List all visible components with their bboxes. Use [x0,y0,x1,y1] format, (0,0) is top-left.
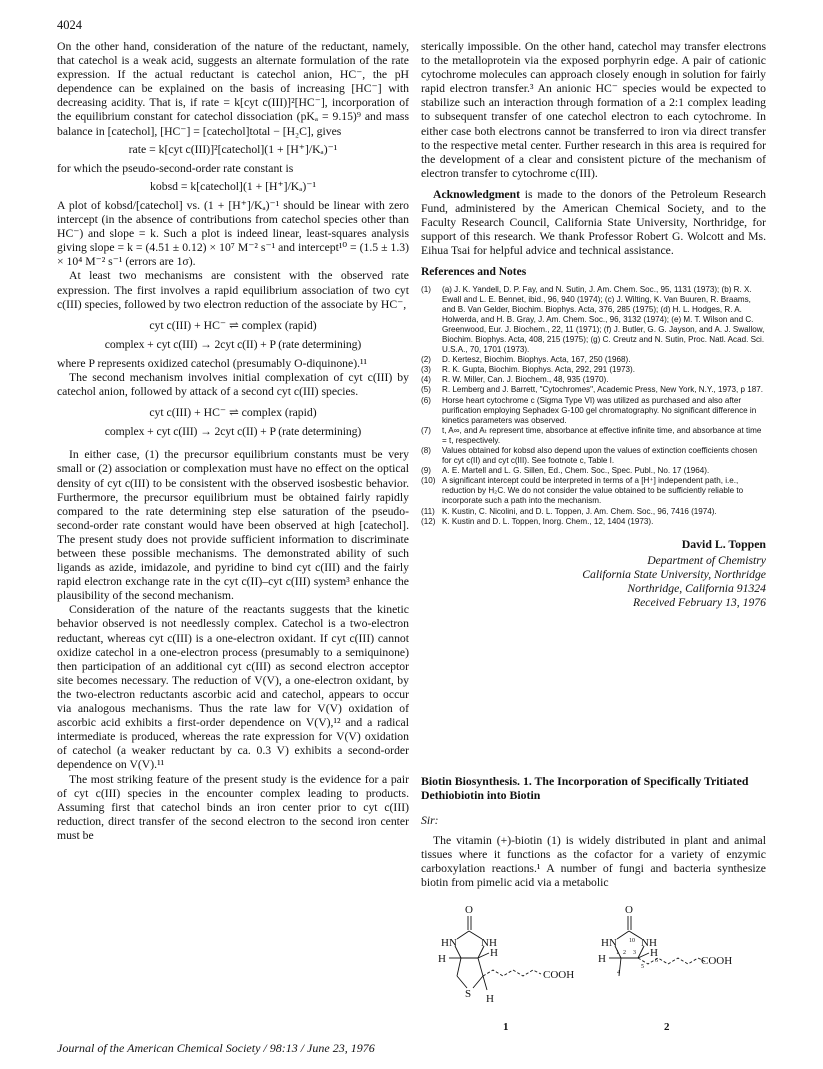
struct2-number-4: 4 [617,970,620,976]
paragraph: The vitamin (+)-biotin (1) is widely distributed in plant and animal tissues where it functions as the cofactor for a variety of enzymic carboxylation reactions.¹ A number of fungi and bacteria synthesize biotin from pimelic acid via a metabolic [421,834,766,890]
reference-item: (3) R. K. Gupta, Biochim. Biophys. Acta, 292, 291 (1973). [421,365,636,375]
journal-footer: Journal of the American Chemical Society / 98:13 / June 23, 1976 [57,1041,375,1055]
equation: kobsd = k[catechol](1 + [H⁺]/Kₐ)⁻¹ [150,179,316,193]
affiliation-university: California State University, Northridge [582,567,766,581]
struct1-h-right: H [490,947,498,959]
affiliation-address: Northridge, California 91324 [627,582,766,596]
reference-item: (1) (a) J. K. Yandell, D. P. Fay, and N. Sutin, J. Am. Chem. Soc., 95, 1131 (1973); (b) R. X. Ewall and L. E. Bennet, ibid., 96, 940 (1974); (c) J. Wilting, K. Van Buuren, R. Braams, and B. Van Gelder, Biochim. Biophys. Acta, 376, 285 (1975); (d) H. L. Hodges, R. A. Holwerda, and H. B. Gray, J. Am. Chem. Soc., 96, 3132 (1974); (e) M. T. Wilson and C. Greenwood, Eur. J. Biochem., 22, 11 (1971); (f) J. Butler, G. G. Jayson, and A. J. Swallow, Biochim. Biophys. Acta, 408, 215 (1975); (g) C. Creutz and N. Sutin, Proc. Natl. Acad. Sci. U.S.A., 70, 1701 (1973). [421,284,765,355]
acknowledgment [421,188,766,258]
reference-item: (5) R. Lemberg and J. Barrett, "Cytochromes", Academic Press, New York, N.Y., 1973, p 187. [421,385,763,395]
structure-dethiobiotin [609,916,706,976]
reference-item: (10) A significant intercept could be interpreted in terms of a [H⁺] independent path, i.e., reduction by H₂C. We do not consider the value obtained to be sufficiently reliable to incorporate such a path into the mechanism. [421,476,744,506]
struct1-sulfur: S [465,988,472,1000]
struct2-h-right: H [650,947,658,959]
paragraph: for which the pseudo-second-order rate constant is [57,161,294,175]
acknowledgment-text: is made to the donors of the Petroleum Research Fund, administered by the American Chemical Society, and to the Faculty Research Council, California State University, Northridge, for support of this research. We thank Professor Robert G. Wolcott and Ms. Eihua Tsai for helpful advice and technical assistance. [421,187,766,258]
reference-item: (4) R. W. Miller, Can. J. Biochem., 48, 935 (1970). [421,375,609,385]
struct2-hn: HN [601,937,617,949]
author-name: David L. Toppen [681,536,766,551]
reference-item: (9) A. E. Martell and L. G. Sillen, Ed., Chem. Soc., Spec. Publ., No. 17 (1964). [421,466,710,476]
paragraph: Consideration of the nature of the reactants suggests that the kinetic behavior observed is not needlessly complex. Catechol is a two-electron reductant, whereas cyt c(III) is a one-electron oxidant. If cyt c(III) cannot oxidize catechol in a one-electron process (presumably to a semiquinone) then participation of an additional cyt c(III) as second electron acceptor site becomes necessary. The reduction of V(V), a one-electron oxidant, by the two-electron reductants ascorbic acid and catechol, appears to occur via analogous mechanisms. Thus the rate law for V(V) oxidation of ascorbic acid exhibits a first-order dependence on V(V),¹² and a radical intermediate is produced, whereas the rate expression for V(V) oxidation of catechol (a weaker reductant by ca. 0.3 V) exhibits a second-order dependence on V(V).¹¹ [57,603,409,772]
struct2-number-3: 3 [633,950,636,956]
struct2-label: 2 [664,1021,670,1033]
reference-item: (11) K. Kustin, C. Nicolini, and D. L. Toppen, J. Am. Chem. Soc., 96, 7416 (1974). [421,506,717,516]
struct2-oxygen: O [625,904,633,916]
struct1-label: 1 [503,1021,509,1033]
struct2-number-2: 2 [623,950,626,956]
left-column [57,40,409,843]
struct1-hn: HN [441,937,457,949]
reference-item: (8) Values obtained for kobsd also depend upon the values of extinction coefficients chosen for cyt c(II) and cyt c(III). See footnote c, Table I. [421,446,758,466]
structure-2-labels [598,904,732,1033]
struct2-number-1: 1 [616,950,619,956]
struct2-number-5: 5 [641,964,644,970]
author-signature [421,537,766,610]
references-list [421,285,766,527]
struct2-number-10: 10 [629,938,635,944]
right-column [421,40,766,610]
struct2-h-left: H [598,953,606,965]
equation: complex + cyt c(III) → 2cyt c(II) + P (rate determining) [104,425,362,439]
chemical-structures [421,902,766,1042]
equation: cyt c(III) + HC⁻ ⇌ complex (rapid) [149,318,317,332]
struct1-nh: NH [481,937,497,949]
equation: complex + cyt c(III) → 2cyt c(II) + P (rate determining) [104,337,362,351]
references-heading: References and Notes [421,266,527,279]
equation: cyt c(III) + HC⁻ ⇌ complex (rapid) [149,406,317,420]
struct2-nh: NH [641,937,657,949]
struct1-cooh: COOH [543,969,575,981]
paragraph: At least two mechanisms are consistent with the observed rate expression. The first involves a rapid equilibrium association of two cyt c(III) species, followed by two electron reduction of the associate by HC⁻, [57,269,409,311]
struct2-cooh: COOH [701,955,733,967]
reference-item: (6) Horse heart cytochrome c (Sigma Type VI) was utilized as purchased and also after purification employing Sephadex G-100 gel chromatography. No significant difference in kinetics parameters was observed. [421,395,757,425]
reference-item: (7) t, A∞, and Aₜ represent time, absorbance at effective infinite time, and absorbance at time = t, respectively. [421,425,762,445]
received-date: Received February 13, 1976 [632,596,766,610]
equation: rate = k[cyt c(III)]²[catechol](1 + [H⁺]/Kₐ)⁻¹ [128,142,338,156]
paragraph: sterically impossible. On the other hand, catechol may transfer electrons to the metalloprotein via the exposed porphyrin edge. A pair of cationic cytochrome molecules can approach closely enough in solution for fairly rapid electron transfer.³ An anionic HC⁻ species would be expected to stabilize such an interaction through formation of a 2:1 complex leading to subsequent transfer of one catechol electron to each cytochrome. In either case both electrons cannot be transferred to iron via direct transfer to the respective metal center. Further research in this area is required for the development of a clear and consistent picture of the mechanism of electron transfer to cytochrome c(III). [421,40,766,180]
paragraph: where P represents oxidized catechol (presumably O-diquinone).¹¹ [57,356,368,370]
paragraph: In either case, (1) the precursor equilibrium constants must be very small or (2) association or complexation must have no effect on the optical density of cyt c(III) to be consistent with the observed isosbestic behavior. Furthermore, the precursor equilibrium must be obtained fairly rapidly compared to the rate determining step else saturation of the pseudo-second-order rate constant would have been observed at high [catechol]. The present study does not provide sufficient information to discriminate between these possible mechanisms. The demonstrated ability of such ligands as azide, imidazole, and pyridine to bind cyt c(III) and the fairly rapid electron exchange rate in the cyt c(II)–cyt c(III) system³ enhance the plausibility of the second mechanism. [57,448,409,603]
acknowledgment-label: Acknowledgment [433,187,521,201]
article-title: Biotin Biosynthesis. 1. The Incorporation of Specifically Tritiated Dethiobiotin into Biotin [421,774,749,802]
struct1-h-left: H [438,953,446,965]
struct2-number-6: 6 [655,958,658,964]
page-number: 4024 [57,18,82,32]
paragraph: A plot of kobsd/[catechol] vs. (1 + [H⁺]/Kₐ)⁻¹ should be linear with zero intercept (in the absence of contributions from catechol species other than HC⁻) and slope = k. Such a plot is indeed linear, least-squares analysis giving slope = k = (4.51 ± 0.12) × 10⁷ M⁻² s⁻¹ and intercept¹⁰ = (1.5 ± 1.3) × 10⁴ M⁻² s⁻¹ (errors are 1σ). [57,198,409,269]
article-body [421,834,766,890]
struct1-h-bottom: H [486,993,494,1005]
struct1-oxygen: O [465,904,473,916]
paragraph: The most striking feature of the present study is the evidence for a pair of cyt c(III) species in the encounter complex leading to products. Assuming first that catechol binds an iron center prior to cyt c(III) reduction, direct transfer of the second electron to the second iron center must be [57,772,409,842]
reference-item: (2) D. Kertesz, Biochim. Biophys. Acta, 167, 250 (1968). [421,355,631,365]
paragraph: The second mechanism involves initial complexation of cyt c(III) by catechol anion, followed by attack of a second cyt c(III) species. [57,370,409,399]
reference-item: (12) K. Kustin and D. L. Toppen, Inorg. Chem., 12, 1404 (1973). [421,516,654,526]
salutation: Sir: [421,814,439,827]
affiliation-department: Department of Chemistry [647,553,766,567]
paragraph: On the other hand, consideration of the nature of the reductant, namely, that catechol is a weak acid, suggests an alternate formulation of the rate expression. If the actual reductant is catechol anion, HC⁻, the pH dependence can be explained on the basis of increasing [HC⁻] with decreasing acidity. That is, if rate = k[cyt c(III)]²[HC⁻], incorporation of the equilibrium constant for catechol dissociation (pKₐ = 9.15)⁹ and mass balance in [catechol], [HC⁻] = [catechol]total − [H₂C], gives [57,40,409,138]
